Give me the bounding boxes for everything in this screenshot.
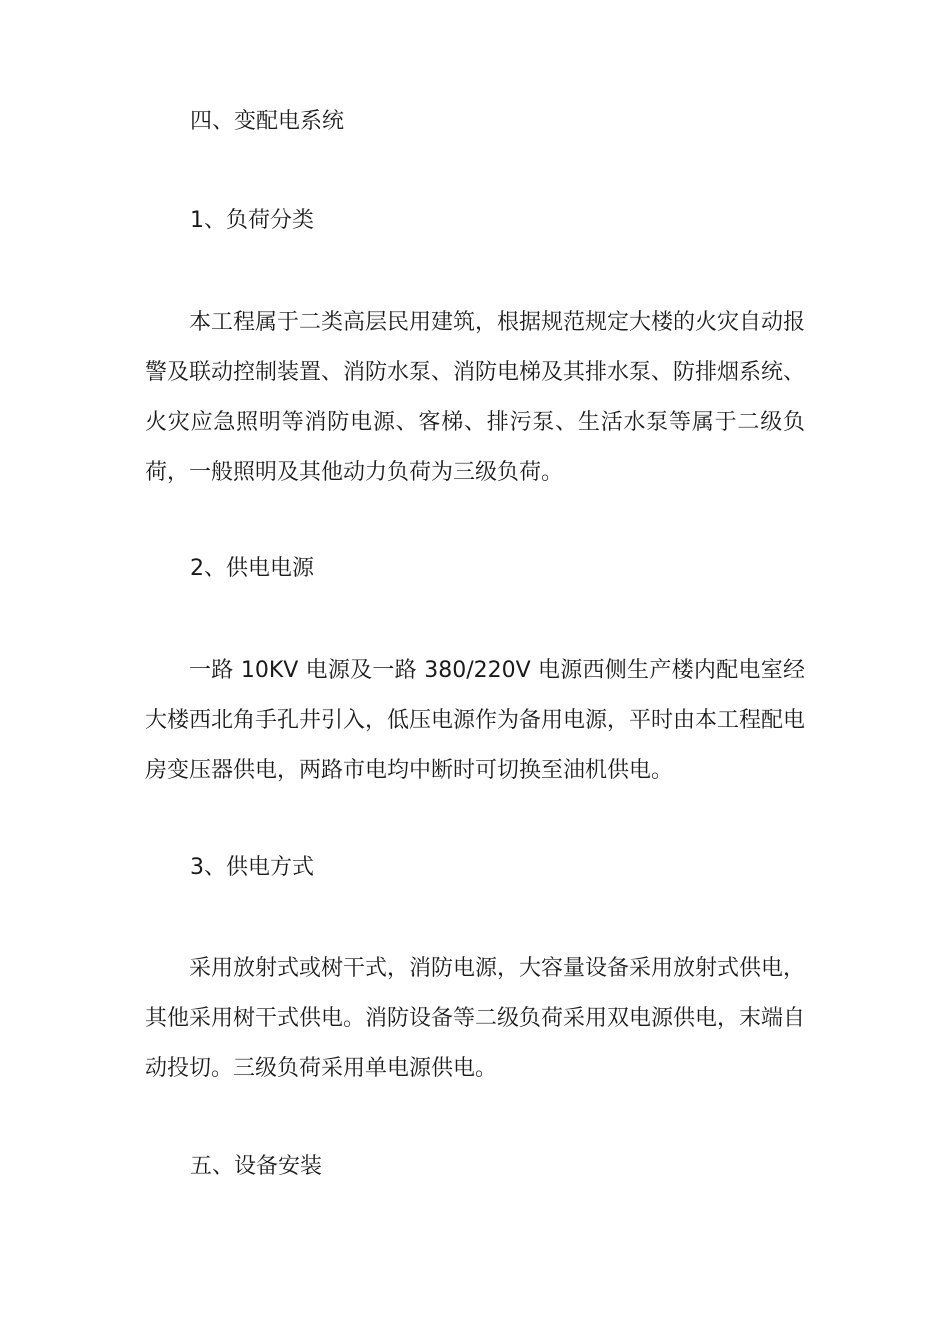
subsection-1-heading: 1、负荷分类: [190, 208, 314, 233]
subsection-1-paragraph: 本工程属于二类高层民用建筑，根据规范规定大楼的火灾自动报警及联动控制装置、消防水泵、消防电梯及其排水泵、防排烟系统、火灾应急照明等消防电源、客梯、排污泵、生活水泵等属于二级负荷，一般照明及其他动力负荷为三级负荷。: [145, 310, 806, 485]
subsection-2-heading: 2、供电电源: [190, 556, 314, 581]
subsection-2-paragraph: 一路 10KV 电源及一路 380/220V 电源西侧生产楼内配电室经大楼西北角手孔井引入，低压电源作为备用电源，平时由本工程配电房变压器供电，两路市电均中断时可切换至油机供电。: [145, 658, 806, 783]
section-5-heading: 五、设备安装: [190, 1154, 323, 1179]
subsection-3-heading: 3、供电方式: [190, 855, 314, 880]
subsection-3-paragraph: 采用放射式或树干式，消防电源，大容量设备采用放射式供电，其他采用树干式供电。消防设备等二级负荷采用双电源供电，末端自动投切。三级负荷采用单电源供电。: [145, 956, 806, 1081]
section-4-heading: 四、变配电系统: [190, 109, 345, 134]
